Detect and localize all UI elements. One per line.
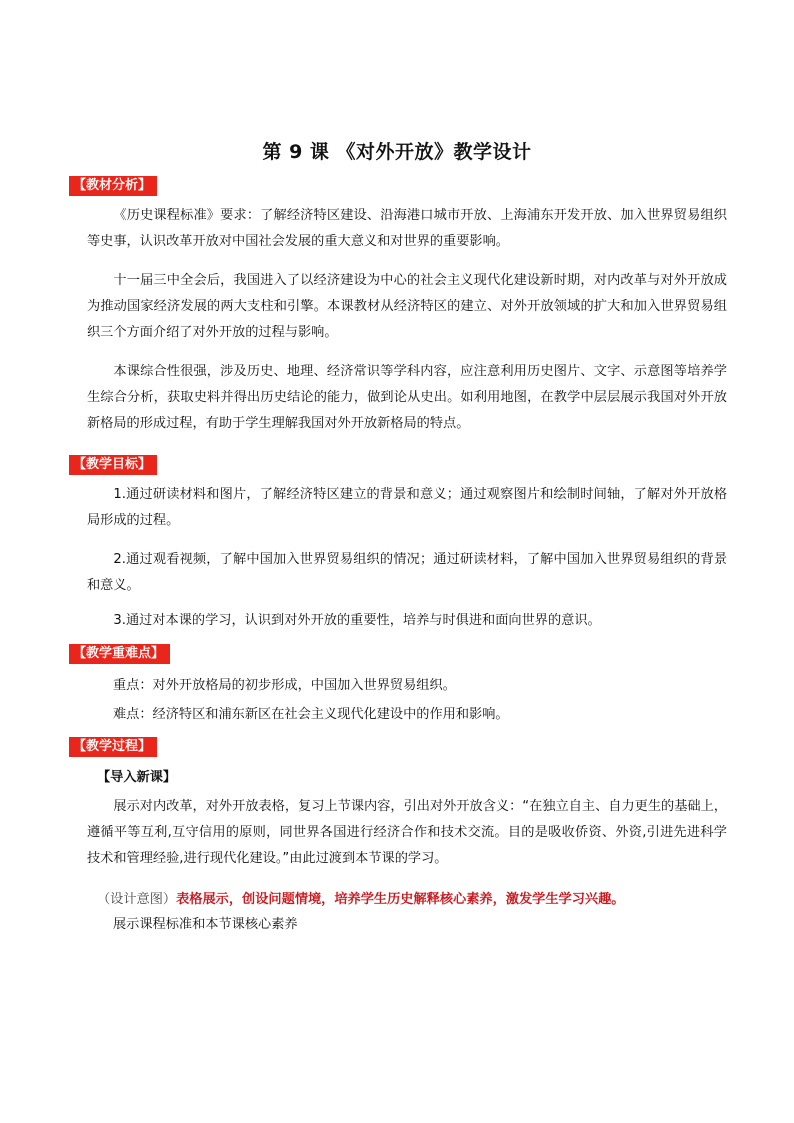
section-label-goals: 【教学目标】 bbox=[69, 455, 157, 475]
key-point-difficulty: 难点：经济特区和浦东新区在社会主义现代化建设中的作用和影响。 bbox=[113, 707, 509, 722]
section-label-key-points: 【教学重难点】 bbox=[69, 644, 170, 664]
intro-paragraph: 展示对内改革，对外开放表格，复习上节课内容，引出对外开放含义：“在独立自主、自力更生的基础上，遵循平等互利,互守信用的原则，同世界各国进行经济合作和技术交流。目的是吸收侨资、外资,引进先进科学技术和管理经验,进行现代化建设。”由此过渡到本节课的学习。 bbox=[87, 799, 727, 866]
key-point-focus: 重点：对外开放格局的初步形成，中国加入世界贸易组织。 bbox=[113, 678, 456, 693]
process-subheading: 【导入新课】 bbox=[97, 770, 177, 785]
goal-item-3: 3.通过对本课的学习，认识到对外开放的重要性，培养与时俱进和面向世界的意识。 bbox=[113, 613, 601, 628]
section-label-process: 【教学过程】 bbox=[69, 737, 157, 757]
analysis-paragraph-1: 《历史课程标准》要求：了解经济特区建设、沿海港口城市开放、上海浦东开发开放、加入世界贸易组织等史事，认识改革开放对中国社会发展的重大意义和对世界的重要影响。 bbox=[87, 208, 727, 249]
design-intent-label: （设计意图） bbox=[97, 892, 177, 907]
goal-item-2: 2.通过观看视频，了解中国加入世界贸易组织的情况；通过研读材料，了解中国加入世界贸易组织的背景和意义。 bbox=[87, 552, 727, 593]
analysis-paragraph-3: 本课综合性很强，涉及历史、地理、经济常识等学科内容，应注意利用历史图片、文字、示意图等培养学生综合分析，获取史料并得出历史结论的能力，做到论从史出。如利用地图，在教学中层层展示我国对外开放新格局的形成过程，有助于学生理解我国对外开放新格局的特点。 bbox=[87, 364, 727, 431]
analysis-paragraph-2: 十一届三中全会后，我国进入了以经济建设为中心的社会主义现代化建设新时期，对内改革与对外开放成为推动国家经济发展的两大支柱和引擎。本课教材从经济特区的建立、对外开放领域的扩大和加入世界贸易组织三个方面介绍了对外开放的过程与影响。 bbox=[87, 273, 727, 340]
design-intent-line bbox=[97, 887, 625, 913]
design-intent-text: 表格展示，创设问题情境，培养学生历史解释核心素养，激发学生学习兴趣。 bbox=[176, 892, 625, 907]
document-title: 第 9 课 《对外开放》教学设计 bbox=[262, 141, 532, 163]
section-label-analysis: 【教材分析】 bbox=[69, 176, 157, 196]
closing-line: 展示课程标准和本节课核心素养 bbox=[113, 917, 298, 932]
goal-item-1: 1.通过研读材料和图片，了解经济特区建立的背景和意义；通过观察图片和绘制时间轴，了解对外开放格局形成的过程。 bbox=[87, 487, 727, 528]
